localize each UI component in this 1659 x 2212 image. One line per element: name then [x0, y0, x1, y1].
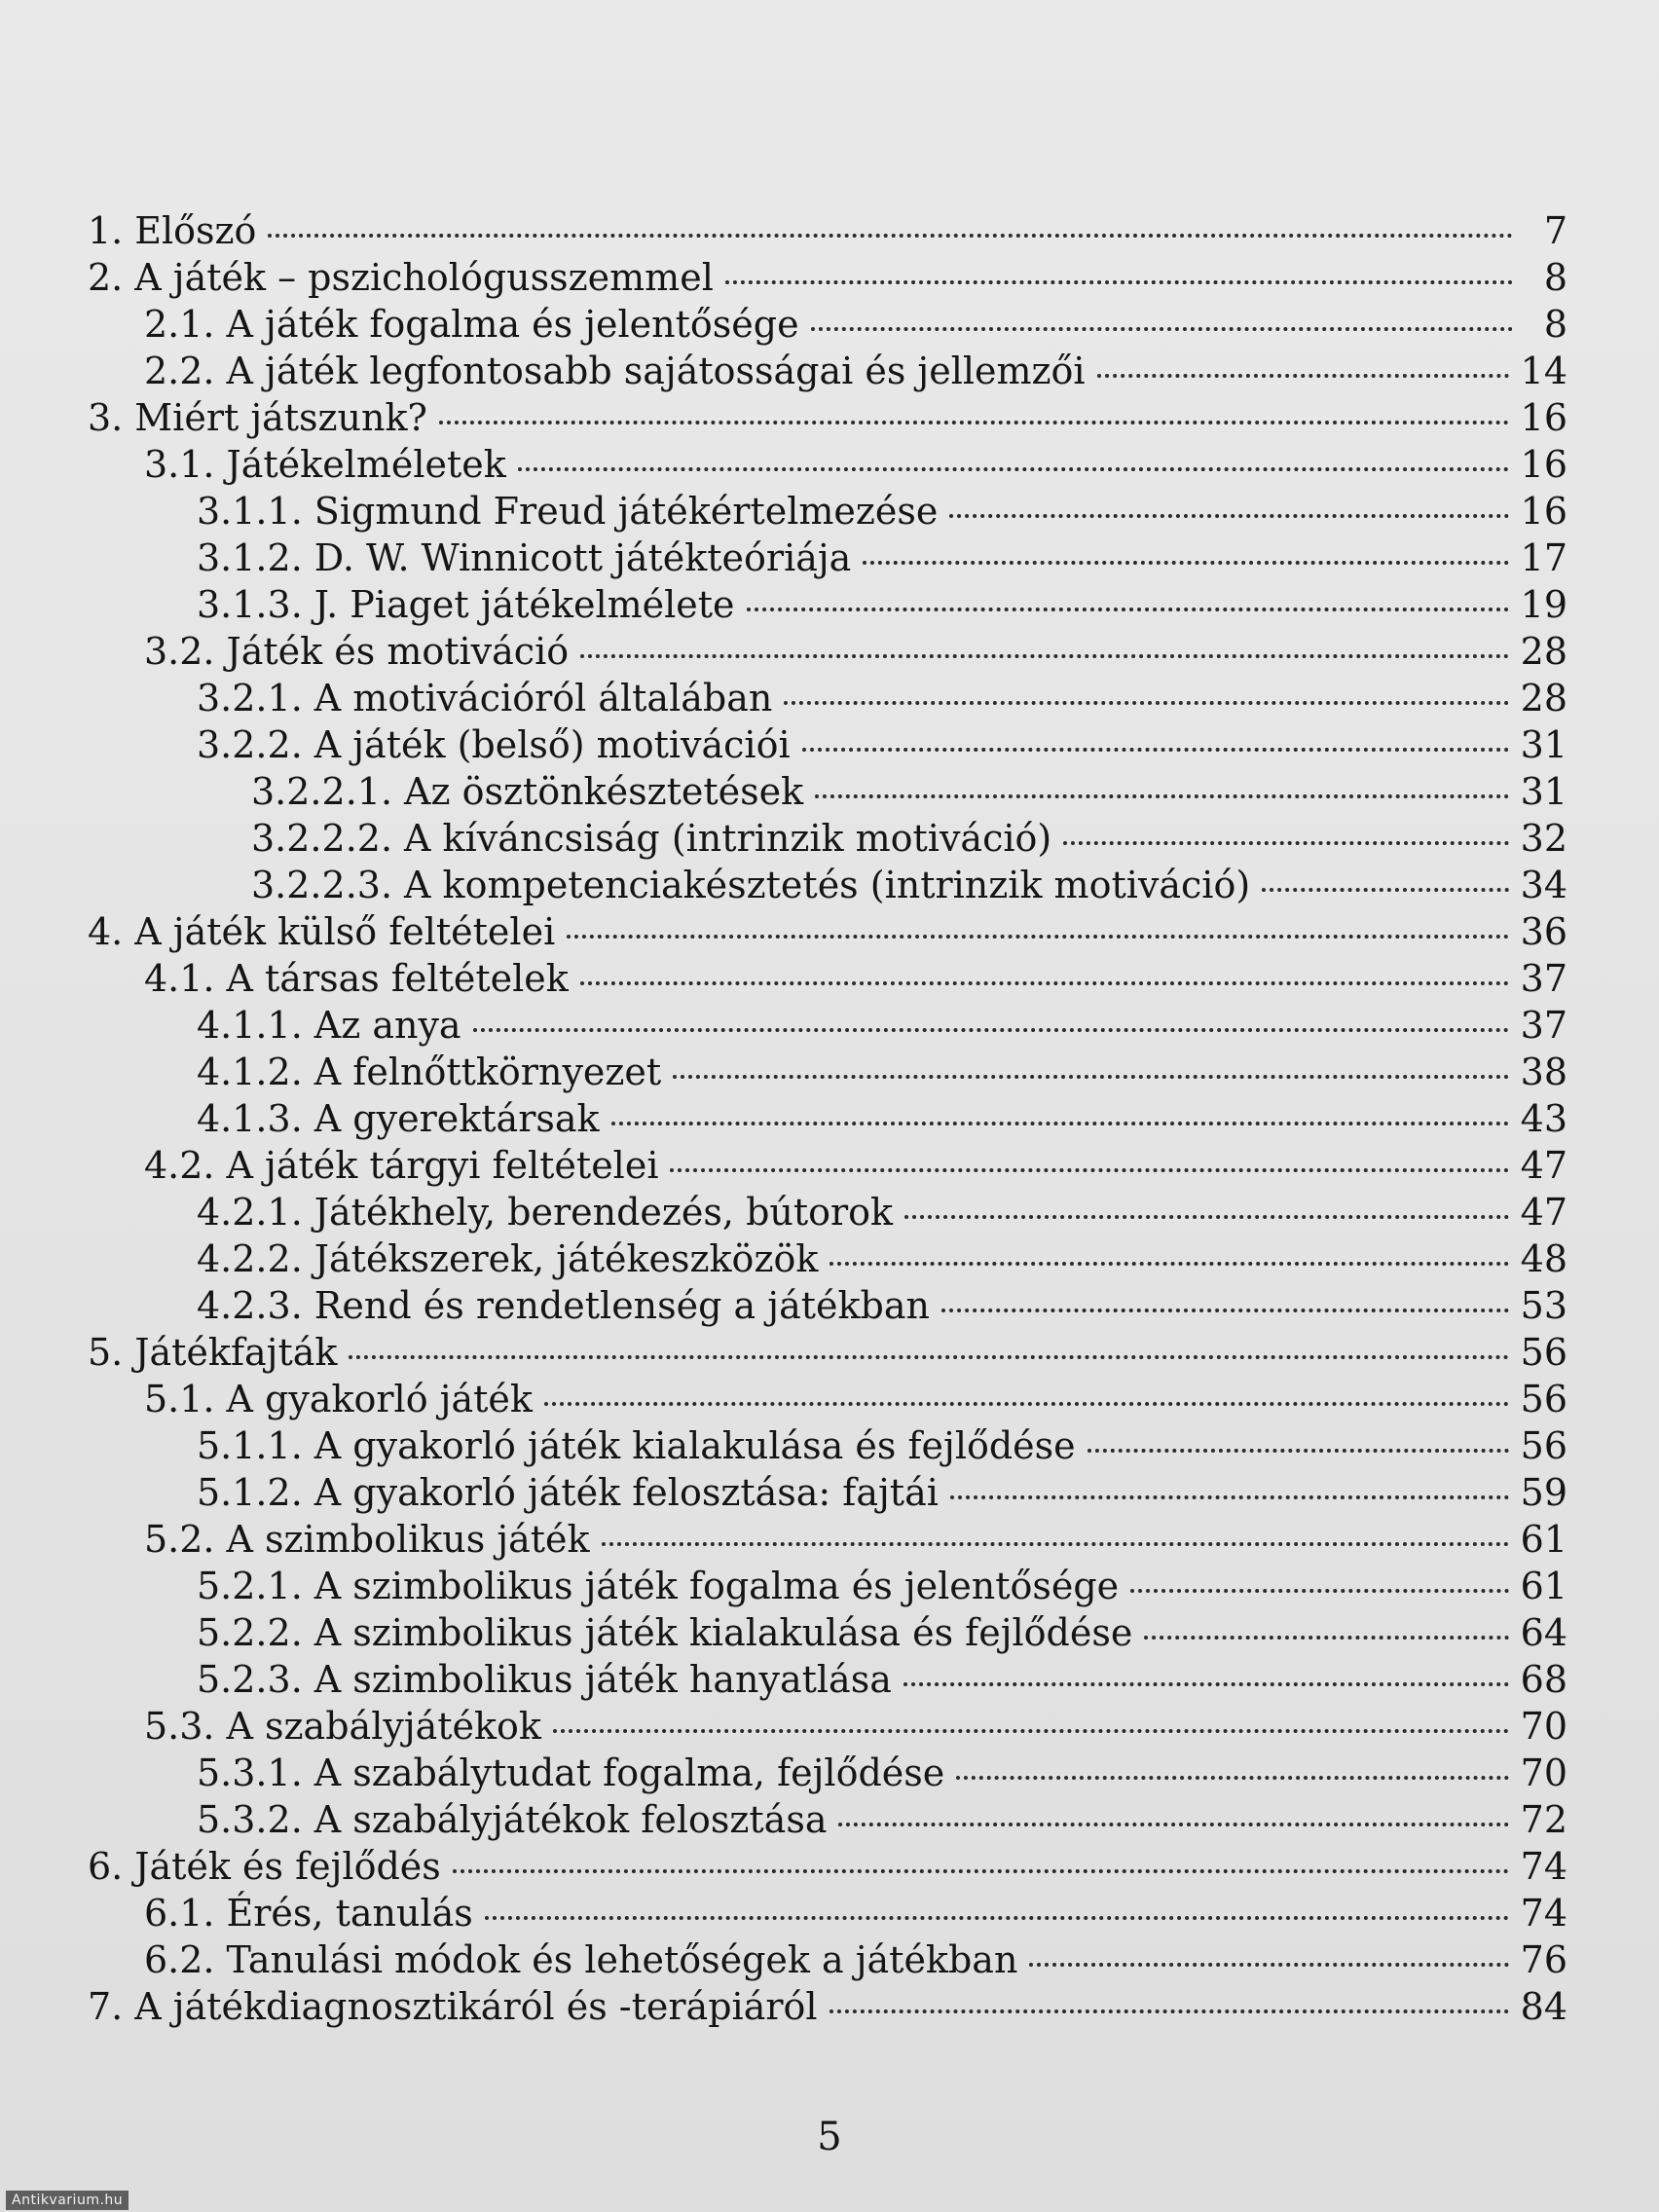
toc-entry-number: 6.2. — [144, 1938, 215, 1981]
dot-leader — [1262, 888, 1508, 892]
dot-leader — [784, 701, 1508, 705]
toc-entry — [88, 1282, 1567, 1329]
toc-entry-page: 70 — [1520, 1705, 1567, 1748]
toc-entry-page: 8 — [1543, 303, 1567, 346]
toc-entry-title: Játék és fejlődés — [134, 1845, 441, 1888]
toc-entry-page: 37 — [1520, 1004, 1567, 1047]
toc-entry-title: A játék tárgyi feltételei — [226, 1144, 659, 1187]
toc-entry-title: Játékszerek, játékeszközök — [313, 1237, 819, 1280]
toc-entry-page: 16 — [1520, 396, 1567, 439]
toc-entry-number: 3.1. — [144, 443, 215, 486]
toc-entry-page: 19 — [1520, 583, 1567, 626]
toc-entry-number: 5.3.1. — [197, 1751, 303, 1794]
page-number: 5 — [817, 2115, 842, 2159]
toc-entry — [88, 1609, 1567, 1656]
dot-leader — [268, 234, 1513, 238]
dot-leader — [815, 794, 1508, 798]
toc-entry-title: Érés, tanulás — [226, 1892, 473, 1935]
dot-leader — [544, 1402, 1509, 1406]
toc-entry — [88, 908, 1567, 955]
toc-entry-page: 16 — [1520, 490, 1567, 533]
toc-entry — [88, 1469, 1567, 1516]
toc-entry-title: Játék és motiváció — [226, 630, 570, 673]
toc-entry-number: 5.1.1. — [197, 1424, 303, 1467]
dot-leader — [567, 935, 1508, 939]
toc-entry-page: 31 — [1520, 770, 1567, 813]
toc-entry-number: 7. — [88, 1985, 124, 2028]
toc-entry-number: 4. — [88, 910, 124, 953]
toc-entry-number: 5.1. — [144, 1378, 215, 1420]
toc-entry-number: 4.2.1. — [197, 1191, 303, 1234]
toc-entry-title: A motivációról általában — [313, 677, 773, 719]
toc-entry-number: 3.2.2.1. — [251, 770, 393, 813]
toc-entry-page: 56 — [1520, 1378, 1567, 1420]
toc-entry-number: 5.2.3. — [197, 1658, 303, 1701]
dot-leader — [811, 327, 1513, 331]
toc-entry-page: 28 — [1520, 630, 1567, 673]
toc-entry-page: 47 — [1520, 1144, 1567, 1187]
toc-entry-number: 3.2.1. — [197, 677, 303, 719]
toc-entry-title: A társas feltételek — [226, 957, 569, 1000]
toc-entry-title: Az anya — [313, 1004, 461, 1047]
toc-entry — [88, 1890, 1567, 1936]
toc-entry-number: 1. — [88, 209, 124, 252]
toc-entry — [88, 581, 1567, 628]
dot-leader — [802, 748, 1509, 752]
toc-entry-page: 31 — [1520, 723, 1567, 766]
toc-entry-title: A gyakorló játék — [226, 1378, 533, 1420]
toc-entry-number: 4.2.2. — [197, 1237, 303, 1280]
toc-entry-number: 4.1.3. — [197, 1097, 303, 1140]
dot-leader — [1063, 841, 1508, 845]
dot-leader — [553, 1729, 1509, 1733]
toc-entry-title: A kíváncsiság (intrinzik motiváció) — [404, 817, 1052, 860]
dot-leader — [485, 1916, 1509, 1920]
toc-entry-number: 2.1. — [144, 303, 215, 346]
toc-entry-page: 74 — [1520, 1845, 1567, 1888]
toc-entry-number: 3. — [88, 396, 124, 439]
toc-entry — [88, 441, 1567, 488]
toc-entry-page: 43 — [1520, 1097, 1567, 1140]
toc-entry — [88, 301, 1567, 348]
dot-leader — [830, 1262, 1508, 1266]
toc-entry-number: 4.1.2. — [197, 1051, 303, 1093]
toc-entry — [88, 1703, 1567, 1750]
toc-entry-page: 17 — [1520, 536, 1567, 579]
toc-entry-number: 5.1.2. — [197, 1471, 303, 1514]
dot-leader — [838, 1823, 1508, 1826]
toc-entry — [88, 1750, 1567, 1796]
toc-entry-title: A kompetenciakésztetés (intrinzik motiváció) — [404, 864, 1251, 906]
toc-entry-number: 4.1.1. — [197, 1004, 303, 1047]
toc-entry-title: Az ösztönkésztetések — [404, 770, 804, 813]
dot-leader — [904, 1215, 1509, 1219]
toc-entry — [88, 1796, 1567, 1843]
toc-entry-number: 3.2. — [144, 630, 215, 673]
toc-entry — [88, 815, 1567, 862]
table-of-contents — [88, 207, 1567, 2030]
toc-entry-page: 76 — [1520, 1938, 1567, 1981]
toc-entry-title: A szabályjátékok — [226, 1705, 541, 1748]
toc-entry-page: 8 — [1543, 256, 1567, 299]
dot-leader — [673, 1075, 1508, 1079]
toc-entry — [88, 1235, 1567, 1282]
toc-entry — [88, 207, 1567, 254]
toc-entry-number: 3.2.2. — [197, 723, 303, 766]
toc-entry — [88, 1329, 1567, 1376]
toc-entry-number: 3.1.3. — [197, 583, 303, 626]
toc-entry — [88, 862, 1567, 908]
toc-entry-number: 5.3. — [144, 1705, 215, 1748]
toc-entry — [88, 254, 1567, 301]
dot-leader — [747, 608, 1509, 611]
toc-entry — [88, 1422, 1567, 1469]
toc-entry-page: 61 — [1520, 1518, 1567, 1561]
toc-entry-title: A szimbolikus játék fogalma és jelentősége — [313, 1565, 1120, 1607]
toc-entry-title: A gyerektársak — [313, 1097, 600, 1140]
toc-entry-title: A szabályjátékok felosztása — [313, 1798, 828, 1841]
toc-entry-title: A játék külső feltételei — [134, 910, 556, 953]
toc-entry-title: Játékelméletek — [226, 443, 506, 486]
toc-entry — [88, 1843, 1567, 1890]
toc-entry-page: 36 — [1520, 910, 1567, 953]
toc-entry — [88, 1656, 1567, 1703]
toc-entry-number: 2.2. — [144, 350, 215, 392]
toc-entry — [88, 394, 1567, 441]
toc-entry-page: 68 — [1520, 1658, 1567, 1701]
toc-entry — [88, 348, 1567, 394]
watermark: Antikvarium.hu — [6, 2191, 129, 2210]
toc-entry — [88, 1936, 1567, 1983]
dot-leader — [580, 654, 1509, 658]
dot-leader — [950, 1495, 1509, 1499]
toc-entry — [88, 955, 1567, 1002]
toc-entry-page: 32 — [1520, 817, 1567, 860]
toc-entry — [88, 535, 1567, 581]
toc-entry-page: 38 — [1520, 1051, 1567, 1093]
toc-entry-number: 5.2. — [144, 1518, 215, 1561]
toc-entry-number: 4.2.3. — [197, 1284, 303, 1327]
toc-entry-page: 64 — [1520, 1611, 1567, 1654]
toc-entry — [88, 628, 1567, 675]
toc-entry-number: 2. — [88, 256, 124, 299]
toc-entry-title: Sigmund Freud játékértelmezése — [313, 490, 939, 533]
toc-entry-number: 6.1. — [144, 1892, 215, 1935]
toc-entry — [88, 1376, 1567, 1422]
dot-leader — [1130, 1589, 1508, 1593]
dot-leader — [580, 981, 1509, 985]
toc-entry-title: A gyakorló játék felosztása: fajtái — [313, 1471, 939, 1514]
toc-entry-number: 5.2.2. — [197, 1611, 303, 1654]
toc-entry — [88, 675, 1567, 721]
toc-entry-page: 16 — [1520, 443, 1567, 486]
toc-entry-page: 34 — [1520, 864, 1567, 906]
toc-entry-title: A játékdiagnosztikáról és -terápiáról — [134, 1985, 818, 2028]
toc-entry-title: A játék (belső) motivációi — [313, 723, 791, 766]
dot-leader — [949, 514, 1508, 518]
toc-entry-title: A játék – pszichológusszemmel — [134, 256, 714, 299]
toc-entry-number: 3.2.2.2. — [251, 817, 393, 860]
toc-entry-title: Előszó — [134, 209, 257, 252]
toc-entry-number: 5. — [88, 1331, 124, 1374]
toc-entry-title: A gyakorló játék kialakulása és fejlődése — [313, 1424, 1076, 1467]
toc-entry-page: 74 — [1520, 1892, 1567, 1935]
toc-entry-page: 56 — [1520, 1424, 1567, 1467]
toc-entry-title: A szimbolikus játék hanyatlása — [313, 1658, 892, 1701]
toc-entry-title: A szimbolikus játék kialakulása és fejlődése — [313, 1611, 1133, 1654]
toc-entry-page: 56 — [1520, 1331, 1567, 1374]
toc-entry — [88, 488, 1567, 535]
dot-leader — [830, 2009, 1509, 2013]
toc-entry — [88, 1142, 1567, 1189]
dot-leader — [903, 1682, 1509, 1686]
toc-entry — [88, 1516, 1567, 1563]
toc-entry-title: Miért játszunk? — [134, 396, 427, 439]
dot-leader — [725, 280, 1513, 284]
toc-entry-page: 72 — [1520, 1798, 1567, 1841]
dot-leader — [602, 1542, 1509, 1546]
dot-leader — [1088, 1449, 1509, 1453]
toc-entry-number: 5.2.1. — [197, 1565, 303, 1607]
toc-entry — [88, 768, 1567, 815]
dot-leader — [1097, 374, 1509, 378]
toc-entry-number: 3.2.2.3. — [251, 864, 393, 906]
toc-entry-page: 70 — [1520, 1751, 1567, 1794]
dot-leader — [611, 1122, 1509, 1125]
toc-entry — [88, 1049, 1567, 1095]
toc-entry-title: A játék legfontosabb sajátosságai és jellemzői — [226, 350, 1086, 392]
toc-entry-page: 84 — [1520, 1985, 1567, 2028]
dot-leader — [863, 561, 1508, 565]
toc-entry-title: Játékhely, berendezés, bútorok — [313, 1191, 894, 1234]
toc-entry-number: 6. — [88, 1845, 124, 1888]
toc-entry-number: 4.1. — [144, 957, 215, 1000]
dot-leader — [941, 1309, 1509, 1312]
dot-leader — [518, 467, 1509, 471]
toc-entry-page: 59 — [1520, 1471, 1567, 1514]
toc-entry-page: 47 — [1520, 1191, 1567, 1234]
toc-entry-number: 4.2. — [144, 1144, 215, 1187]
dot-leader — [1144, 1636, 1508, 1640]
dot-leader — [1029, 1963, 1508, 1967]
toc-entry-title: Tanulási módok és lehetőségek a játékban — [226, 1938, 1018, 1981]
toc-entry — [88, 1563, 1567, 1609]
toc-entry-page: 48 — [1520, 1237, 1567, 1280]
toc-entry — [88, 1983, 1567, 2030]
toc-entry-title: Játékfajták — [134, 1331, 338, 1374]
toc-entry-title: A szimbolikus játék — [226, 1518, 590, 1561]
toc-entry-title: D. W. Winnicott játékteóriája — [313, 536, 852, 579]
toc-entry-number: 3.1.2. — [197, 536, 303, 579]
toc-entry-page: 37 — [1520, 957, 1567, 1000]
toc-entry-title: A szabálytudat fogalma, fejlődése — [313, 1751, 945, 1794]
dot-leader — [439, 421, 1509, 424]
toc-entry — [88, 1189, 1567, 1235]
toc-entry-page: 53 — [1520, 1284, 1567, 1327]
dot-leader — [956, 1776, 1508, 1780]
toc-entry-title: Rend és rendetlenség a játékban — [313, 1284, 930, 1327]
toc-entry-page: 7 — [1543, 209, 1567, 252]
toc-entry — [88, 721, 1567, 768]
dot-leader — [453, 1869, 1509, 1873]
toc-entry — [88, 1002, 1567, 1049]
toc-entry-page: 14 — [1520, 350, 1567, 392]
toc-entry-number: 3.1.1. — [197, 490, 303, 533]
dot-leader — [670, 1168, 1508, 1172]
dot-leader — [349, 1355, 1508, 1359]
toc-entry-page: 61 — [1520, 1565, 1567, 1607]
toc-entry-number: 5.3.2. — [197, 1798, 303, 1841]
toc-entry-title: J. Piaget játékelmélete — [313, 583, 735, 626]
toc-entry-title: A felnőttkörnyezet — [313, 1051, 662, 1093]
toc-entry-page: 28 — [1520, 677, 1567, 719]
toc-entry-title: A játék fogalma és jelentősége — [226, 303, 799, 346]
dot-leader — [473, 1028, 1509, 1032]
toc-entry — [88, 1095, 1567, 1142]
